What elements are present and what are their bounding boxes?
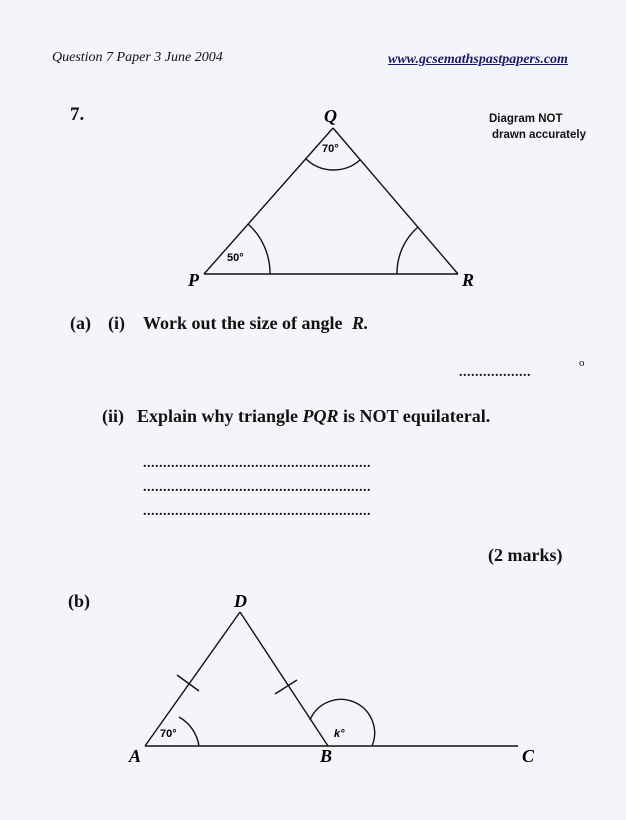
vertex-q-label: Q [324,106,337,126]
answer-line-2[interactable]: ......................................................... [143,480,371,495]
equal-tick-ad [177,675,199,691]
side-pq [204,128,333,274]
part-a-ii-label: (ii) [102,406,124,426]
website-link[interactable]: www.gcsemathspastpapers.com [388,52,568,67]
side-db [240,612,328,746]
part-a-i-question [143,313,369,334]
part-a-i-text: Work out the size of angle [143,313,343,333]
angle-q-label: 70° [322,143,339,155]
diagram-abcd [145,612,518,746]
part-a-ii-question [137,406,490,427]
angle-arc-r [397,227,418,274]
diagram-note-line-1: Diagram NOT [489,113,563,125]
answer-line-1[interactable]: ......................................................... [143,456,371,471]
angle-arc-a [179,717,199,746]
side-ad [145,612,240,746]
part-b-label: (b) [68,591,90,611]
side-qr [333,128,458,274]
question-number: 7. [70,104,85,125]
part-a-i-label: (i) [108,313,125,333]
vertex-d-label: D [234,591,247,611]
paper-title: Question 7 Paper 3 June 2004 [52,50,223,65]
marks-label: (2 marks) [488,545,563,565]
angle-r-reference: R. [352,313,369,333]
vertex-c-label: C [522,746,535,766]
angle-a-label: 70° [160,728,177,740]
part-a-ii-text-prefix: Explain why triangle [137,406,299,426]
degree-symbol: o [579,357,585,369]
diagram-note-line-2: drawn accurately [492,129,586,141]
angle-k-label: k° [334,728,345,740]
triangle-pqr-reference: PQR [302,406,339,426]
angle-arc-q [306,159,360,170]
angle-p-label: 50° [227,252,244,264]
answer-line-angle-r[interactable]: .................. [459,365,531,380]
angle-arc-p [248,224,270,274]
vertex-b-label: B [320,746,333,766]
vertex-p-label: P [188,270,199,290]
part-a-ii-text-suffix: is NOT equilateral. [343,406,491,426]
vertex-r-label: R [462,270,475,290]
vertex-a-label: A [129,746,142,766]
part-a-label: (a) [70,313,91,333]
answer-line-3[interactable]: ......................................................... [143,504,371,519]
